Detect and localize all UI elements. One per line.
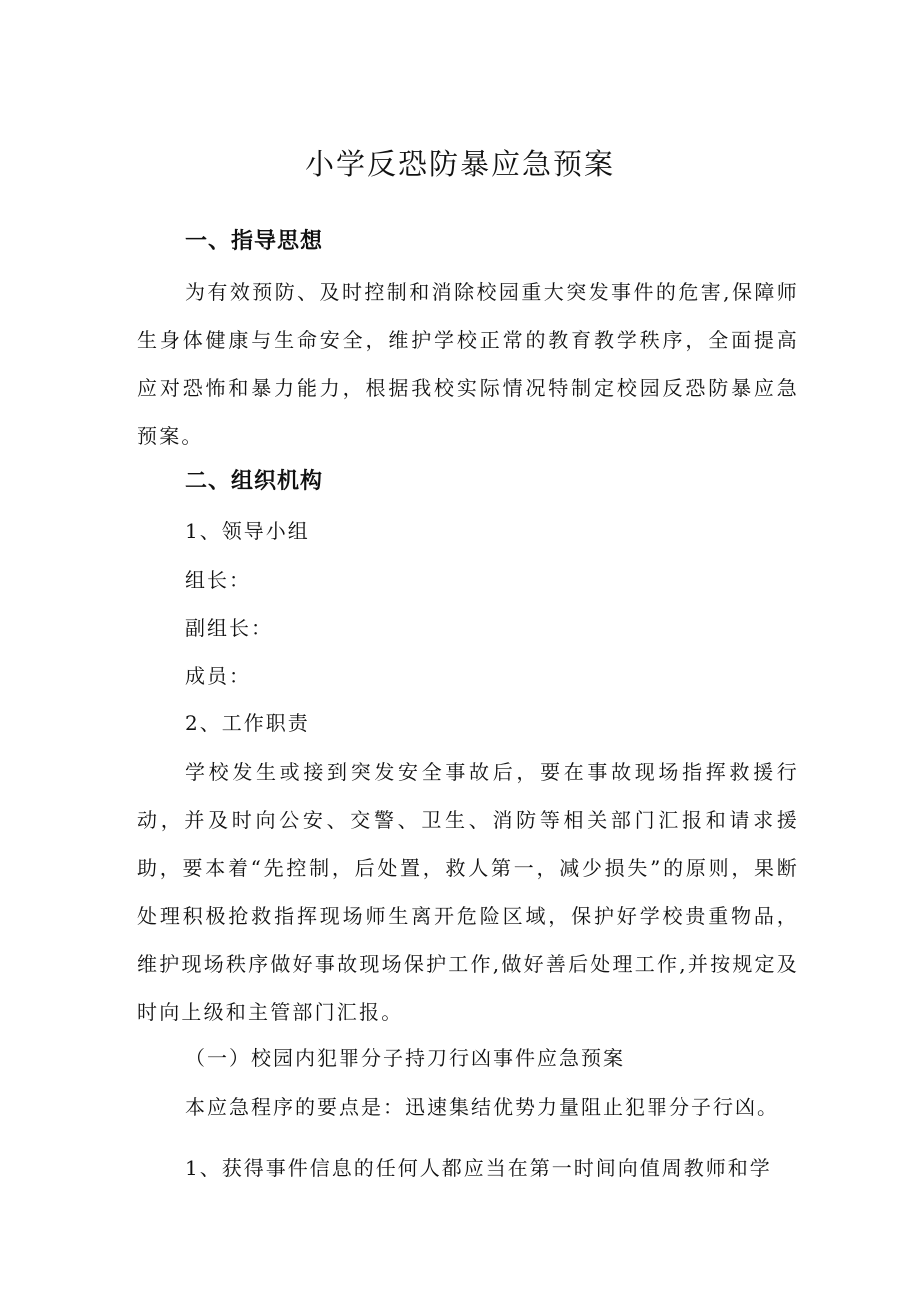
section-heading-guiding-ideology: 一、指导思想	[185, 229, 324, 254]
paragraph-key-points: 本应急程序的要点是：迅速集结优势力量阻止犯罪分子行凶。	[185, 1095, 779, 1119]
paragraph-duties: 学校发生或接到突发安全事故后，要在事故现场指挥救援行动，并及时向公安、交警、卫生、消防等相关部门汇报和请求援助，要本着“先控制，后处置，救人第一，减少损失”的原则，果断处理积极抢救指挥现场师生离开危险区域，保护好学校贵重物品，维护现场秩序做好事故现场保护工作,做好善后处理工作,并按规定及时向上级和主管部门汇报。	[137, 760, 799, 1024]
item-leadership-group: 1、领导小组	[185, 519, 310, 543]
subsection-heading-knife-attack: （一）校园内犯罪分子持刀行凶事件应急预案	[185, 1046, 625, 1070]
item-duties: 2、工作职责	[185, 711, 310, 735]
section-heading-organization: 二、组织机构	[185, 469, 324, 494]
label-deputy-leader: 副组长：	[185, 616, 273, 640]
document-title: 小学反恐防暴应急预案	[304, 147, 615, 181]
paragraph-step-1: 1、获得事件信息的任何人都应当在第一时间向值周教师和学	[185, 1156, 772, 1180]
paragraph-guiding-ideology: 为有效预防、及时控制和消除校园重大突发事件的危害,保障师生身体健康与生命安全，维护学校正常的教育教学秩序，全面提高应对恐怖和暴力能力，根据我校实际情况特制定校园反恐防暴应急预案。	[137, 280, 799, 448]
label-group-leader: 组长：	[185, 568, 251, 592]
label-members: 成员：	[185, 664, 251, 688]
